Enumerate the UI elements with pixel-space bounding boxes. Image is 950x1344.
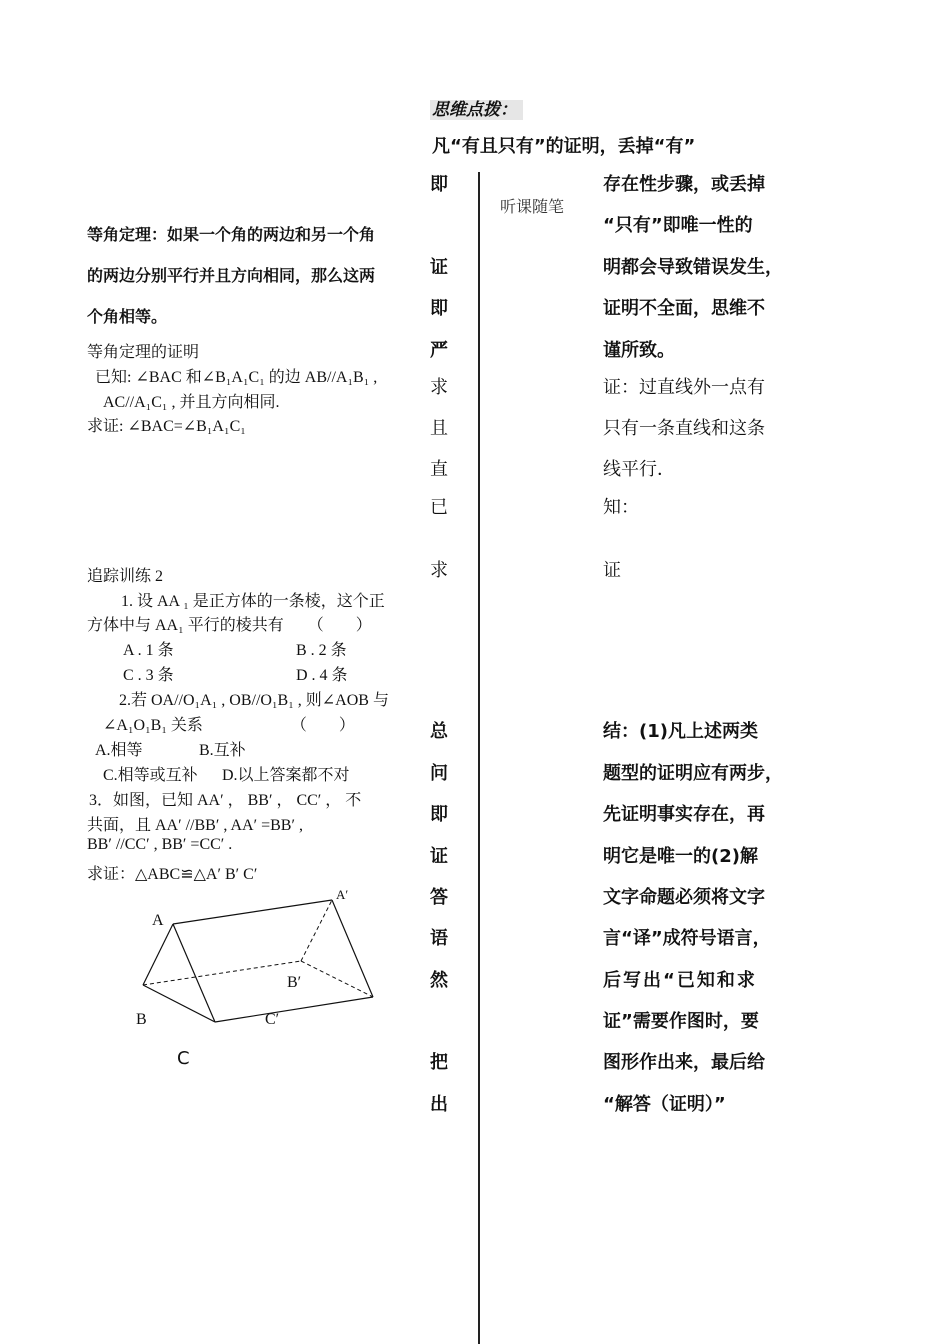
- summary-text: 文字命题必须将文字: [603, 887, 765, 908]
- vchar: 求: [430, 377, 448, 397]
- summary-text: 后写出“已知和求: [603, 970, 757, 991]
- prism-figure: [120, 880, 400, 1080]
- prove-line: 求证：△ABC≌△A′ B′ C′: [87, 866, 258, 883]
- summary-text: 结：(1)凡上述两类: [603, 721, 758, 742]
- tips-text: 知：: [603, 497, 639, 517]
- question-line: 1. 设 AA ₁ 是正方体的一条棱，这个正: [121, 593, 385, 610]
- theorem-line: 个角相等。: [87, 307, 168, 326]
- vchar: 问: [430, 763, 448, 784]
- vchar: 总: [430, 721, 448, 742]
- option: B . 2 条: [296, 642, 347, 659]
- label-b-prime: B′: [287, 974, 302, 991]
- tips-text: 存在性步骤，或丢掉: [603, 174, 765, 195]
- prove-line: 求证: ∠BAC=∠B₁A₁C₁: [87, 418, 246, 435]
- vchar: 即: [430, 298, 448, 319]
- label-c-prime: C′: [265, 1011, 280, 1028]
- vchar: 答: [430, 887, 448, 908]
- edge-bc: [143, 985, 215, 1022]
- vchar: 语: [430, 928, 448, 949]
- vchar: 出: [430, 1094, 448, 1115]
- summary-text: 先证明事实存在，再: [603, 804, 765, 825]
- tips-text: 证明不全面，思维不: [603, 298, 765, 319]
- vchar: 且: [430, 418, 448, 438]
- option: D.以上答案都不对: [222, 767, 350, 784]
- summary-text: 言“译”成符号语言，: [603, 928, 771, 949]
- question-line: ∠A₁O₁B₁ 关系 （ ）: [103, 717, 355, 734]
- summary-text: 题型的证明应有两步，: [603, 763, 783, 784]
- vchar: 即: [430, 804, 448, 825]
- given-line: 已知: ∠BAC 和∠B₁A₁C₁ 的边 AB//A₁B₁ ,: [95, 369, 378, 386]
- label-b: B: [136, 1011, 147, 1028]
- theorem-line: 等角定理：如果一个角的两边和另一个角: [87, 225, 376, 244]
- tips-text: 谨所致。: [603, 340, 675, 361]
- option: A.相等: [95, 742, 143, 759]
- edge-b2c2-hidden: [301, 961, 373, 997]
- summary-text: 明它是唯一的(2)解: [603, 846, 758, 867]
- question-line: BB′ //CC′ , BB′ =CC′ .: [87, 836, 233, 853]
- tips-first-line: 凡“有且只有”的证明，丢掉“有”: [432, 136, 696, 157]
- tips-text: 明都会导致错误发生，: [603, 257, 783, 278]
- option: B.互补: [199, 742, 246, 759]
- theorem-line: 的两边分别平行并且方向相同，那么这两: [87, 266, 376, 285]
- edge-ab: [143, 924, 173, 985]
- edge-a2b2-hidden: [301, 900, 332, 961]
- question-line: 3．如图，已知 AA′ ， BB′ ， CC′ ， 不: [89, 792, 362, 809]
- option: C . 3 条: [123, 667, 174, 684]
- question-line: 方体中与 AA₁ 平行的棱共有 （ ）: [87, 617, 372, 634]
- question-line: 共面，且 AA′ //BB′ , AA′ =BB′ ,: [87, 817, 303, 834]
- vchar: 已: [430, 497, 448, 517]
- thinking-tips-heading: 思维点拨：: [430, 95, 523, 120]
- tips-text: 证：过直线外一点有: [603, 377, 765, 397]
- edge-aa2: [173, 900, 332, 924]
- practice-title: 追踪训练 2: [87, 568, 164, 585]
- vchar: 然: [430, 970, 448, 991]
- given-line: AC//A₁C₁ , 并且方向相同.: [103, 394, 280, 411]
- option: A . 1 条: [123, 642, 174, 659]
- label-a: A: [152, 912, 164, 929]
- summary-text: “解答（证明）”: [603, 1094, 726, 1115]
- vchar: 求: [430, 560, 448, 580]
- column-divider: [478, 172, 480, 1344]
- edge-bb2-hidden: [143, 961, 301, 985]
- vchar: 即: [430, 174, 448, 195]
- option: C.相等或互补: [103, 767, 198, 784]
- label-c: C: [177, 1048, 190, 1069]
- vchar: 直: [430, 459, 448, 479]
- tips-text: 证: [603, 560, 621, 580]
- label-a-prime: A′: [336, 887, 349, 902]
- tips-text: “只有”即唯一性的: [603, 215, 753, 236]
- tips-text: 线平行．: [603, 459, 675, 479]
- notes-label: 听课随笔: [500, 197, 565, 216]
- summary-text: 证”需要作图时，要: [603, 1011, 759, 1032]
- edge-ac: [173, 924, 215, 1022]
- option: D . 4 条: [296, 667, 348, 684]
- edge-a2c2: [332, 900, 373, 997]
- question-line: 2.若 OA//O₁A₁ , OB//O₁B₁ , 则∠AOB 与: [119, 692, 389, 709]
- vchar: 把: [430, 1052, 448, 1073]
- vchar: 证: [430, 257, 448, 278]
- vchar: 证: [430, 846, 448, 867]
- summary-text: 图形作出来，最后给: [603, 1052, 765, 1073]
- edge-cc2: [215, 997, 373, 1022]
- tips-text: 只有一条直线和这条: [603, 418, 765, 438]
- vchar: 严: [430, 340, 448, 361]
- proof-title: 等角定理的证明: [87, 344, 200, 361]
